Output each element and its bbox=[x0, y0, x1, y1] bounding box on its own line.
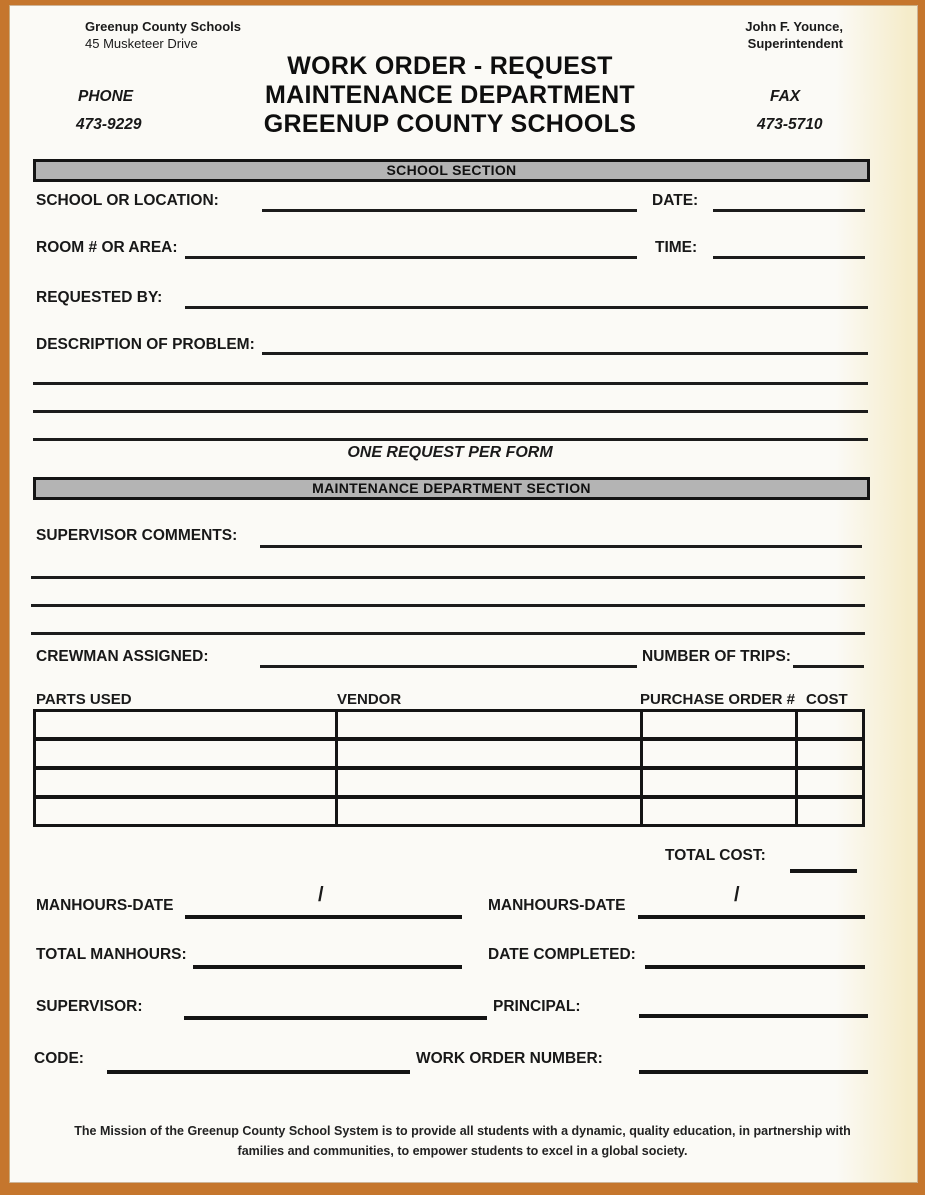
supervisor-label: SUPERVISOR: bbox=[36, 998, 143, 1015]
parts-table-cell-parts[interactable] bbox=[36, 741, 338, 766]
code-line[interactable] bbox=[107, 1070, 410, 1074]
number-of-trips-line[interactable] bbox=[793, 665, 864, 668]
work-order-number-line[interactable] bbox=[639, 1070, 868, 1074]
parts-table-cell-cost[interactable] bbox=[798, 741, 862, 766]
fax-label: FAX bbox=[770, 88, 801, 105]
parts-table-row bbox=[36, 712, 862, 741]
description-line-1[interactable] bbox=[262, 352, 868, 355]
total-cost-label: TOTAL COST: bbox=[665, 847, 766, 864]
manhours-right-slash: / bbox=[734, 884, 740, 906]
description-line-4[interactable] bbox=[33, 438, 868, 441]
room-or-area-line[interactable] bbox=[185, 256, 637, 259]
parts-table-cell-po[interactable] bbox=[643, 799, 798, 824]
description-line-3[interactable] bbox=[33, 410, 868, 413]
supervisor-comments-label: SUPERVISOR COMMENTS: bbox=[36, 527, 238, 544]
official-title: Superintendent bbox=[747, 36, 843, 51]
date-line[interactable] bbox=[713, 209, 865, 212]
parts-table-cell-vendor[interactable] bbox=[338, 712, 643, 737]
time-line[interactable] bbox=[713, 256, 865, 259]
phone-label: PHONE bbox=[78, 88, 134, 105]
form-title-line2: MAINTENANCE DEPARTMENT bbox=[264, 81, 635, 109]
supervisor-comments-line-4[interactable] bbox=[31, 632, 865, 635]
purchase-order-column-header: PURCHASE ORDER # bbox=[640, 691, 796, 708]
description-line-2[interactable] bbox=[33, 382, 868, 385]
fax-number: 473-5710 bbox=[757, 116, 823, 133]
org-block bbox=[85, 19, 241, 51]
work-order-number-label: WORK ORDER NUMBER: bbox=[416, 1050, 603, 1067]
parts-table-cell-cost[interactable] bbox=[798, 712, 862, 737]
vendor-column-header: VENDOR bbox=[337, 691, 402, 708]
principal-line[interactable] bbox=[639, 1014, 868, 1018]
parts-table-cell-vendor[interactable] bbox=[338, 770, 643, 795]
mission-statement-line2: families and communities, to empower students to excel in a global society. bbox=[237, 1144, 688, 1158]
total-manhours-line[interactable] bbox=[193, 965, 462, 969]
school-section-header: SCHOOL SECTION bbox=[33, 159, 870, 182]
crewman-assigned-line[interactable] bbox=[260, 665, 637, 668]
form-title-line3: GREENUP COUNTY SCHOOLS bbox=[263, 110, 637, 138]
date-label: DATE: bbox=[652, 192, 699, 209]
parts-table-cell-po[interactable] bbox=[643, 741, 798, 766]
phone-number: 473-9229 bbox=[76, 116, 142, 133]
parts-table-cell-parts[interactable] bbox=[36, 770, 338, 795]
parts-used-column-header: PARTS USED bbox=[36, 691, 132, 708]
manhours-date-left-line[interactable] bbox=[185, 915, 462, 919]
org-address: 45 Musketeer Drive bbox=[85, 36, 198, 51]
total-cost-line[interactable] bbox=[790, 869, 857, 873]
supervisor-comments-line-1[interactable] bbox=[260, 545, 862, 548]
school-or-location-label: SCHOOL OR LOCATION: bbox=[36, 192, 219, 209]
supervisor-line[interactable] bbox=[184, 1016, 487, 1020]
parts-table-row bbox=[36, 799, 862, 824]
parts-table-cell-cost[interactable] bbox=[798, 799, 862, 824]
form-title-line1: WORK ORDER - REQUEST bbox=[287, 52, 613, 80]
principal-label: PRINCIPAL: bbox=[493, 998, 581, 1015]
parts-table-cell-po[interactable] bbox=[643, 770, 798, 795]
parts-table-cell-parts[interactable] bbox=[36, 712, 338, 737]
official-name: John F. Younce, bbox=[745, 19, 843, 34]
requested-by-label: REQUESTED BY: bbox=[36, 289, 163, 306]
description-of-problem-label: DESCRIPTION OF PROBLEM: bbox=[36, 336, 255, 353]
total-manhours-label: TOTAL MANHOURS: bbox=[36, 946, 187, 963]
maintenance-section-header: MAINTENANCE DEPARTMENT SECTION bbox=[33, 477, 870, 500]
parts-table-cell-vendor[interactable] bbox=[338, 741, 643, 766]
crewman-assigned-label: CREWMAN ASSIGNED: bbox=[36, 648, 209, 665]
superintendent-block bbox=[745, 19, 843, 51]
parts-table-cell-po[interactable] bbox=[643, 712, 798, 737]
requested-by-line[interactable] bbox=[185, 306, 868, 309]
one-request-note: ONE REQUEST PER FORM bbox=[347, 444, 553, 461]
manhours-date-left-label: MANHOURS-DATE bbox=[36, 897, 174, 914]
manhours-date-right-label: MANHOURS-DATE bbox=[488, 897, 626, 914]
date-completed-label: DATE COMPLETED: bbox=[488, 946, 636, 963]
mission-statement-line1: The Mission of the Greenup County School System is to provide all students with a dynamic, quality education, in partnership with bbox=[74, 1124, 851, 1138]
cost-column-header: COST bbox=[806, 691, 848, 708]
parts-table-cell-cost[interactable] bbox=[798, 770, 862, 795]
parts-table-row bbox=[36, 741, 862, 770]
number-of-trips-label: NUMBER OF TRIPS: bbox=[642, 648, 791, 665]
manhours-date-right-line[interactable] bbox=[638, 915, 865, 919]
parts-table-cell-vendor[interactable] bbox=[338, 799, 643, 824]
parts-table-row bbox=[36, 770, 862, 799]
parts-table bbox=[33, 709, 865, 827]
org-name: Greenup County Schools bbox=[85, 19, 242, 34]
parts-table-cell-parts[interactable] bbox=[36, 799, 338, 824]
supervisor-comments-line-3[interactable] bbox=[31, 604, 865, 607]
date-completed-line[interactable] bbox=[645, 965, 865, 969]
school-or-location-line[interactable] bbox=[262, 209, 637, 212]
room-or-area-label: ROOM # OR AREA: bbox=[36, 239, 178, 256]
time-label: TIME: bbox=[655, 239, 698, 256]
supervisor-comments-line-2[interactable] bbox=[31, 576, 865, 579]
code-label: CODE: bbox=[34, 1050, 84, 1067]
manhours-left-slash: / bbox=[318, 884, 324, 906]
